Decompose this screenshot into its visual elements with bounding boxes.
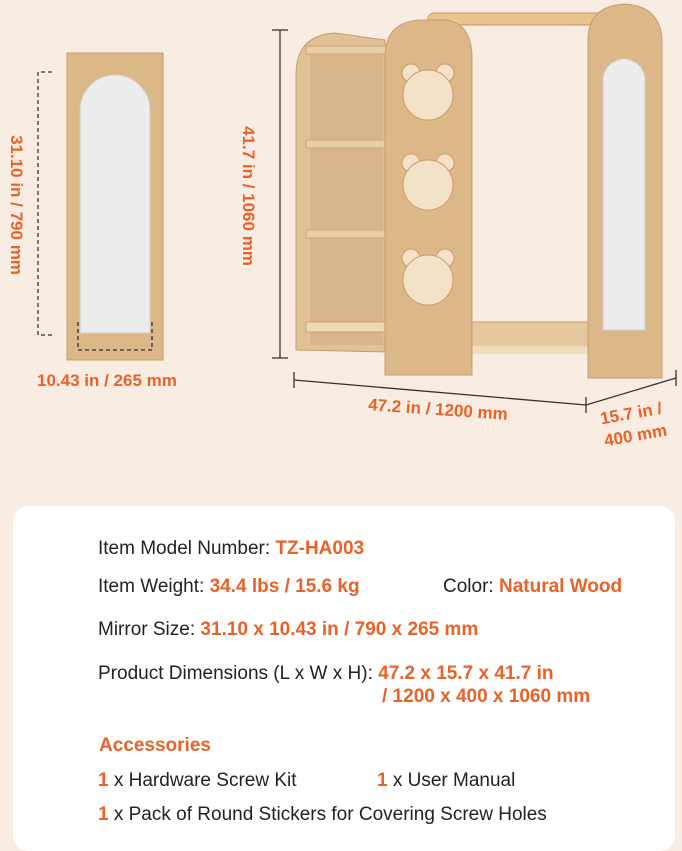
weight-label: Item Weight: bbox=[98, 576, 210, 597]
color-value: Natural Wood bbox=[498, 576, 623, 597]
shelf-board bbox=[306, 140, 386, 148]
shelf-board bbox=[306, 322, 386, 332]
mirror-size-value: 31.10 x 10.43 in / 790 x 265 mm bbox=[200, 619, 479, 640]
mirror-height-label: 31.10 in / 790 mm bbox=[7, 135, 26, 275]
model-number-value: TZ-HA003 bbox=[275, 538, 365, 559]
accessory-qty: 1 bbox=[98, 804, 109, 825]
product-dimensions-value-line1: 47.2 x 15.7 x 41.7 in bbox=[378, 663, 554, 684]
shelf-board bbox=[306, 46, 386, 54]
product-dimensions-row bbox=[98, 663, 554, 685]
accessory-item bbox=[98, 804, 547, 826]
accessory-qty: 1 bbox=[98, 770, 109, 791]
mirror-width-label: 10.43 in / 265 mm bbox=[37, 371, 177, 390]
rack-depth-label-line2: 400 mm bbox=[602, 420, 669, 451]
accessory-item bbox=[377, 770, 515, 792]
model-number-row bbox=[98, 538, 364, 560]
shelf-board bbox=[306, 230, 386, 238]
mirror-size-label: Mirror Size: bbox=[98, 619, 201, 640]
accessory-text: x User Manual bbox=[387, 770, 516, 791]
weight-row bbox=[98, 576, 360, 598]
weight-value: 34.4 lbs / 15.6 kg bbox=[209, 576, 360, 597]
accessory-item bbox=[98, 770, 297, 792]
mirror-size-row bbox=[98, 619, 478, 641]
specifications-card bbox=[13, 506, 675, 851]
accessory-text: x Pack of Round Stickers for Covering Screw Holes bbox=[108, 804, 547, 825]
product-dimensions-label: Product Dimensions (L x W x H): bbox=[98, 663, 379, 684]
bear-cutouts bbox=[402, 64, 454, 305]
accessory-qty: 1 bbox=[377, 770, 388, 791]
accessory-text: x Hardware Screw Kit bbox=[108, 770, 297, 791]
rack-length-label: 47.2 in / 1200 mm bbox=[367, 395, 509, 424]
accessories-title: Accessories bbox=[99, 735, 211, 756]
rack-height-label: 41.7 in / 1060 mm bbox=[239, 126, 258, 266]
color-row bbox=[443, 576, 622, 598]
product-dimensions-value-line2: / 1200 x 400 x 1060 mm bbox=[382, 686, 591, 707]
depth-line bbox=[586, 378, 676, 405]
color-label: Color: bbox=[443, 576, 499, 597]
rack-depth-label-line1: 15.7 in / bbox=[598, 398, 664, 429]
side-mirror-glass bbox=[603, 59, 645, 330]
model-number-label: Item Model Number: bbox=[98, 538, 276, 559]
